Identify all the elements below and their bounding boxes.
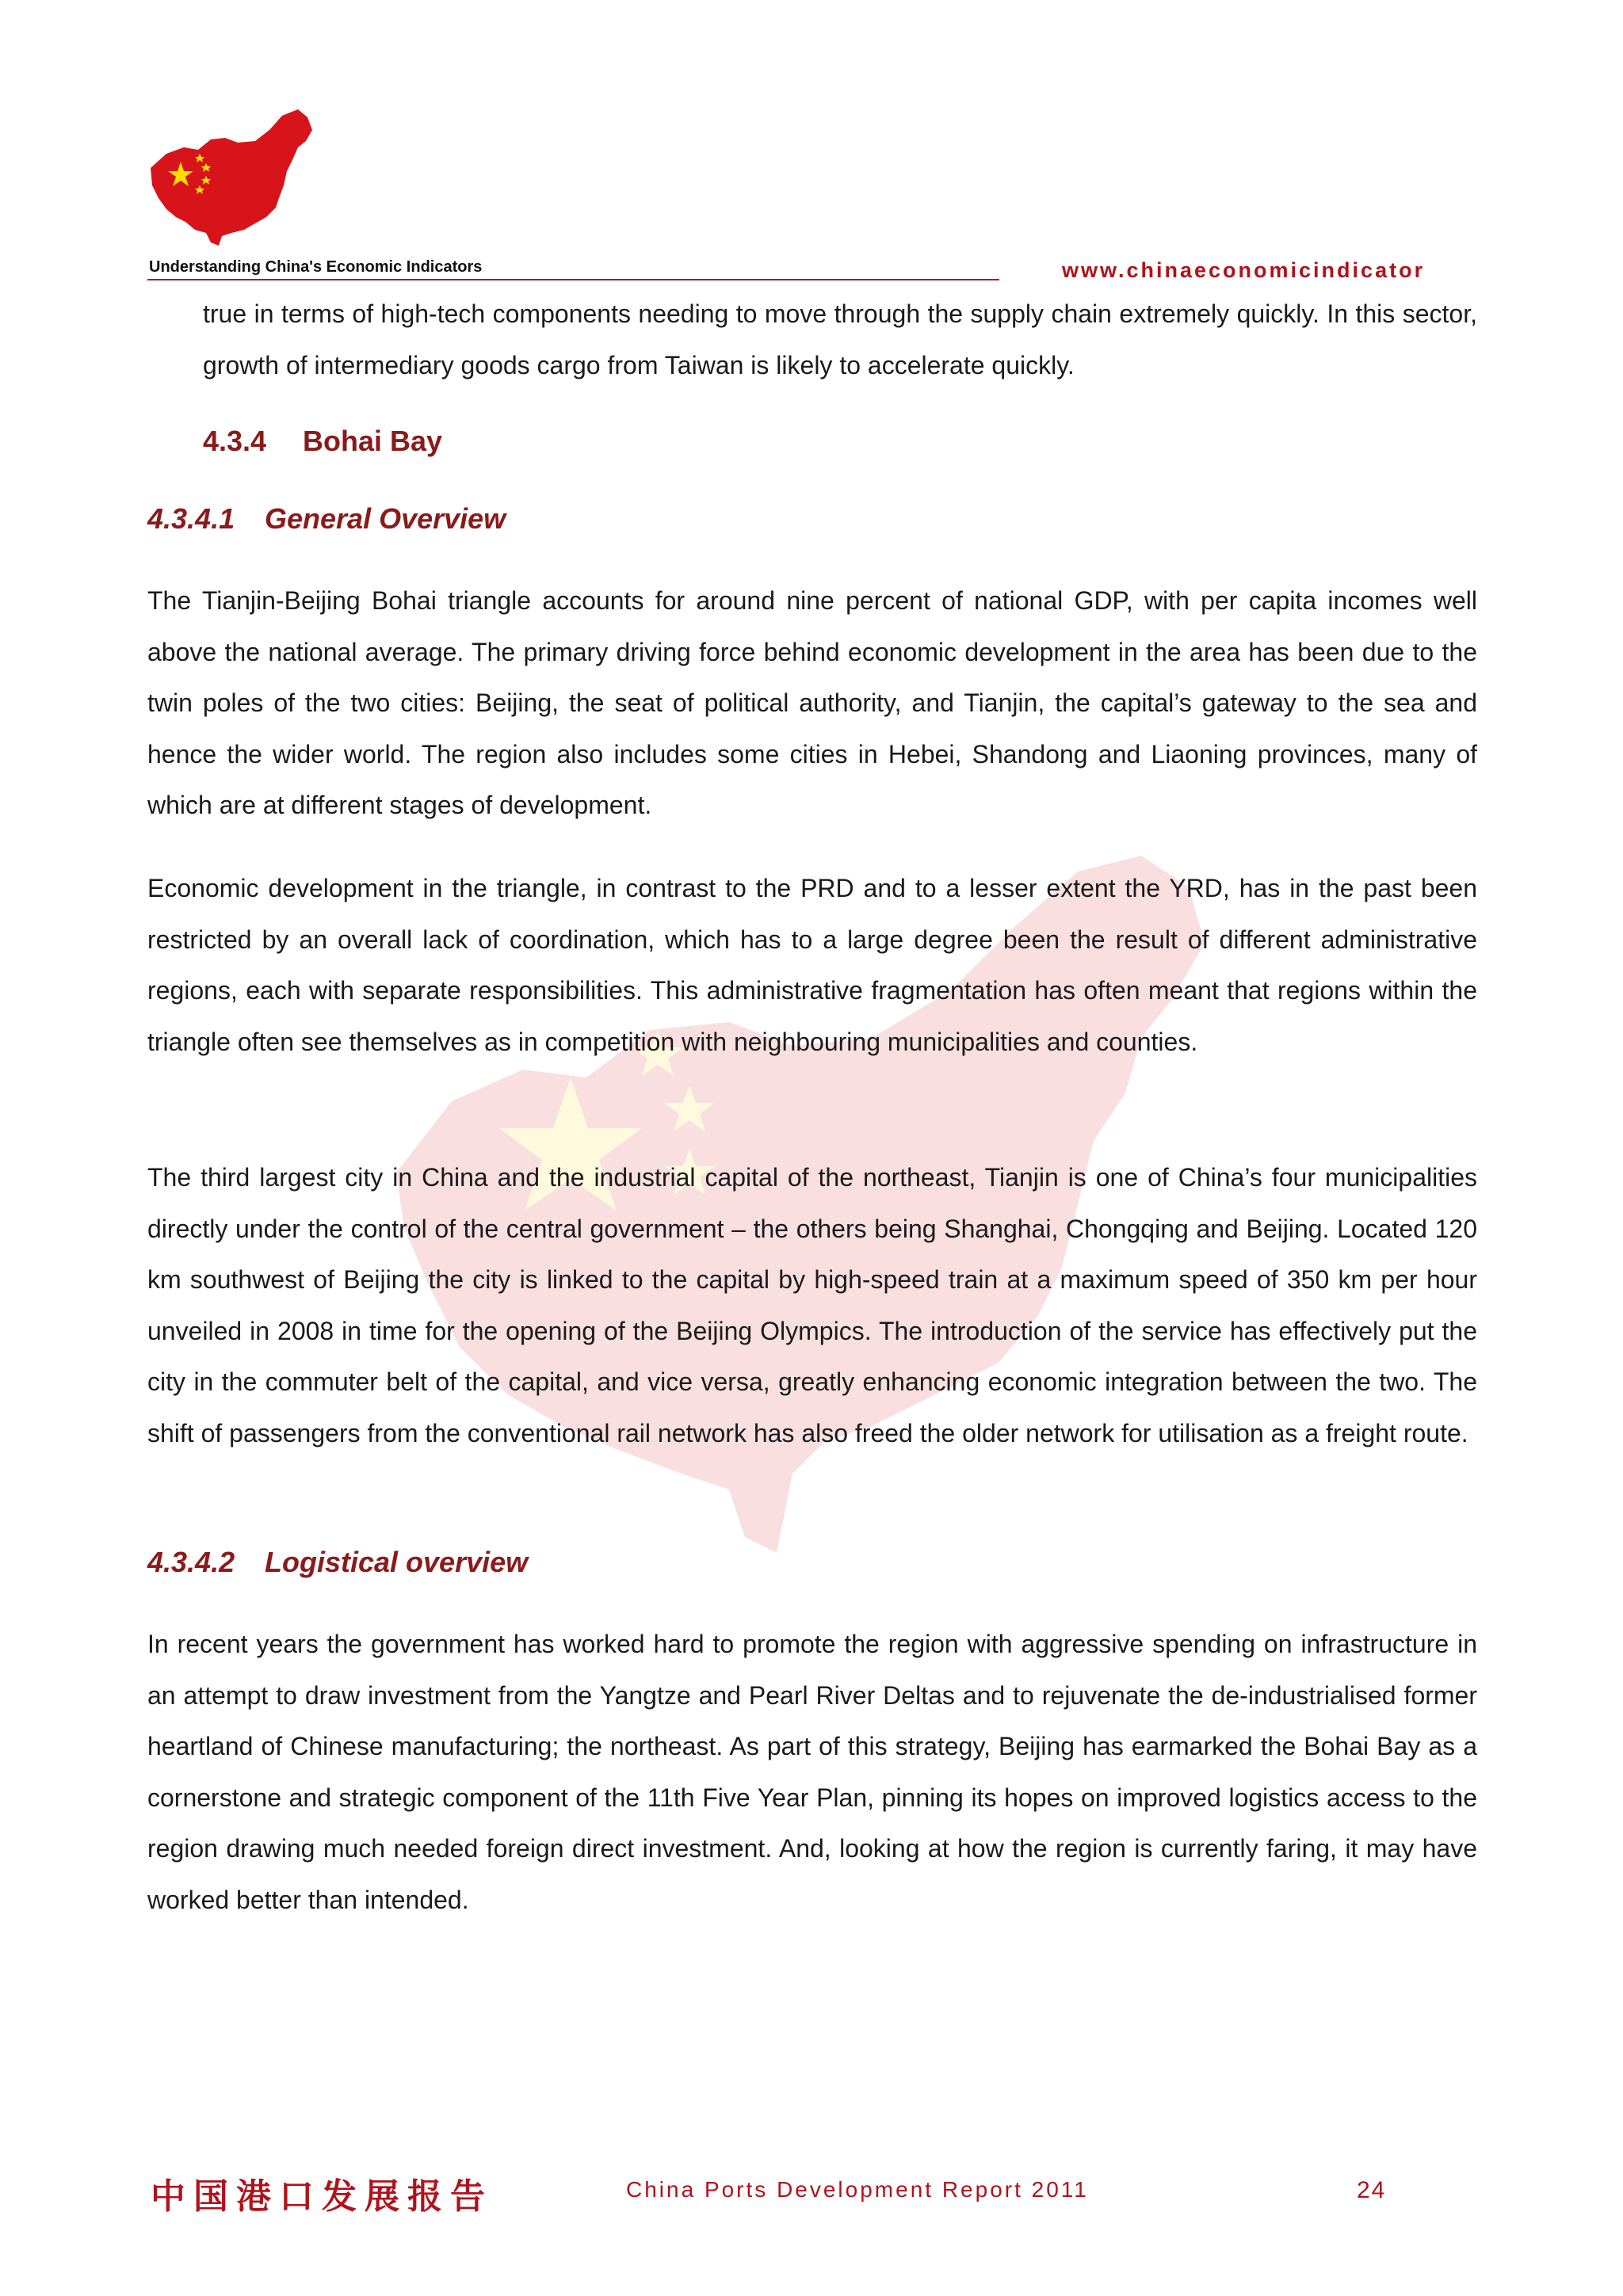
- paragraph-general-overview-2: Economic development in the triangle, in contrast to the PRD and to a lesser extent the YRD, has in the past been restricted by an overall lack of coordination, which has to a large degree been the result of different administrative regions, each with separate responsibilities. This administrative fragmentation has often meant that regions within the triangle often see themselves as in competition with neighbouring municipalities and counties.: [147, 874, 1477, 1056]
- subsection-heading-logistical-overview: [147, 1546, 528, 1579]
- section-number: 4.3.4: [203, 425, 267, 457]
- header-tagline: Understanding China's Economic Indicators: [149, 258, 483, 276]
- paragraph-general-overview-3: The third largest city in China and the industrial capital of the northeast, Tianjin is one of China’s four municipalities directly under the control of the central government – the others being Shanghai, Chongqing and Beijing. Located 120 km southwest of Beijing the city is linked to the capital by high-speed train at a maximum speed of 350 km per hour unveiled in 2008 in time for the opening of the Beijing Olympics. The introduction of the service has effectively put the city in the commuter belt of the capital, and vice versa, greatly enhancing economic integration between the two. The shift of passengers from the conventional rail network has also freed the older network for utilisation as a freight route.: [147, 1163, 1477, 1447]
- footer-report-title: China Ports Development Report 2011: [626, 2177, 1089, 2202]
- subsection-heading-general-overview: [147, 502, 506, 536]
- paragraph-general-overview-1: The Tianjin-Beijing Bohai triangle accounts for around nine percent of national GDP, with per capita incomes well above the national average. The primary driving force behind economic development in the area has been due to the twin poles of the two cities: Beijing, the seat of political authority, and Tianjin, the capital’s gateway to the sea and hence the wider world. The region also includes some cities in Hebei, Shandong and Liaoning provinces, many of which are at different stages of development.: [147, 586, 1477, 819]
- subsection-number: 4.3.4.1: [147, 502, 235, 535]
- footer-chinese-title: 中国港口发展报告: [151, 2176, 493, 2217]
- subsection-number: 4.3.4.2: [147, 1546, 235, 1578]
- subsection-title: General Overview: [265, 502, 506, 535]
- website-link[interactable]: www.chinaeconomicindicator: [1062, 258, 1426, 282]
- page-number: 24: [1357, 2177, 1387, 2203]
- header-divider: [147, 279, 999, 280]
- paragraph-logistical-overview: In recent years the government has worked hard to promote the region with aggressive spending on infrastructure in an attempt to draw investment from the Yangtze and Pearl River Deltas and to rejuvenate the de-industrialised former heartland of Chinese manufacturing; the northeast. As part of this strategy, Beijing has earmarked the Bohai Bay as a cornerstone and strategic component of the 11th Five Year Plan, pinning its hopes on improved logistics access to the region drawing much needed foreign direct investment. And, looking at how the region is currently faring, it may have worked better than intended.: [147, 1630, 1477, 1914]
- subsection-title: Logistical overview: [265, 1546, 529, 1578]
- china-map-flag-icon: [143, 106, 317, 249]
- section-title: Bohai Bay: [303, 425, 443, 457]
- intro-continued-paragraph: true in terms of high-tech components needing to move through the supply chain extremely quickly. In this sector, growth of intermediary goods cargo from Taiwan is likely to accelerate quickly.: [203, 299, 1477, 379]
- section-heading-bohai-bay: [203, 425, 442, 458]
